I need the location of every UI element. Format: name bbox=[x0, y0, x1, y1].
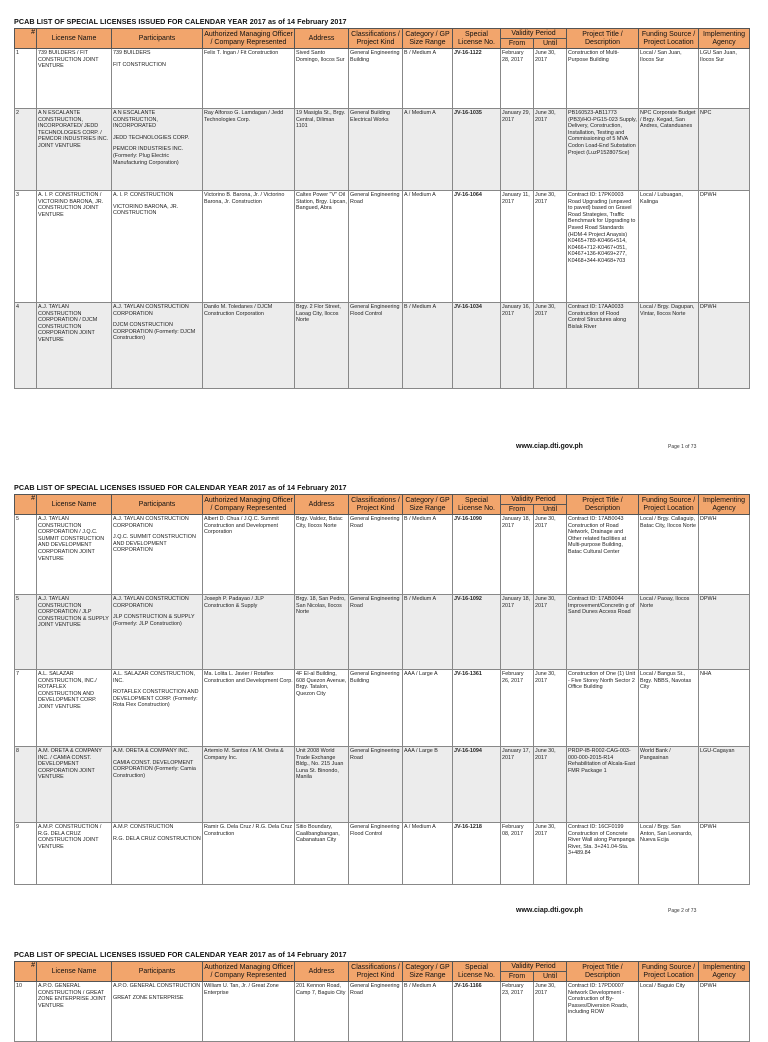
participant: JLP CONSTRUCTION & SUPPLY (Formerly: JLP Construction) bbox=[113, 614, 195, 627]
valid-from: February 28, 2017 bbox=[501, 49, 534, 109]
row-num: 10 bbox=[15, 982, 37, 1042]
valid-from: January 11, 2017 bbox=[501, 191, 534, 303]
implementing-agency: DPWH bbox=[699, 595, 750, 670]
implementing-agency: DPWH bbox=[699, 303, 750, 389]
officer: Danilo M. Toledanes / DJCM Construction Corporation bbox=[203, 303, 295, 389]
classification: General Engineering Building bbox=[349, 49, 403, 109]
officer: Victorino B. Barona, Jr. / Victorino Barona, Jr. Construction bbox=[203, 191, 295, 303]
document-title: PCAB LIST OF SPECIAL LICENSES ISSUED FOR CALENDAR YEAR 2017 as of 14 February 2017 bbox=[14, 950, 347, 959]
classification: General Engineering Road bbox=[349, 515, 403, 595]
participant: VICTORINO BARONA, JR. CONSTRUCTION bbox=[113, 203, 179, 217]
funding-source: Local / Brgy. Callaguip, Batac City, Ilocos Norte bbox=[639, 515, 699, 595]
license-name: A.M.P. CONSTRUCTION / R.G. DELA CRUZ CONSTRUCTION JOINT VENTURE bbox=[37, 823, 112, 885]
row-num: 2 bbox=[15, 109, 37, 191]
valid-until: June 30, 2017 bbox=[534, 515, 567, 595]
funding-source: Local / Brgy. Dagupan, Vintar, Ilocos Norte bbox=[639, 303, 699, 389]
address: Brgy. 2 Flor Street, Laoag City, Ilocos Norte bbox=[295, 303, 349, 389]
license-number: JV-16-1361 bbox=[453, 670, 501, 747]
header-classifications: Classifications / Project Kind bbox=[349, 495, 403, 515]
header-classifications: Classifications / Project Kind bbox=[349, 962, 403, 982]
license-name: A. I. P. CONSTRUCTION / VICTORINO BARONA, JR. CONSTRUCTION JOINT VENTURE bbox=[37, 191, 112, 303]
participant: JEDD TECHNOLOGIES CORP. bbox=[113, 134, 190, 141]
funding-source: Local / Lubuagan, Kalinga bbox=[639, 191, 699, 303]
project-title: Contract ID: 16CF0199 Construction of Concrete River Wall along Pampanga River, Sta. 3+241.04-Sta. 3+489.84 bbox=[567, 823, 639, 885]
license-number: JV-16-1034 bbox=[453, 303, 501, 389]
header-classifications: Classifications / Project Kind bbox=[349, 29, 403, 49]
valid-until: June 30, 2017 bbox=[534, 823, 567, 885]
header-category: Category / GP Size Range bbox=[403, 495, 453, 515]
row-num: 5 bbox=[15, 595, 37, 670]
header-funding-source: Funding Source / Project Location bbox=[639, 962, 699, 982]
row-num: 3 bbox=[15, 191, 37, 303]
header-implementing-agency: Implementing Agency bbox=[699, 495, 750, 515]
license-name: A.L. SALAZAR CONSTRUCTION, INC./ ROTAFLEX CONSTRUCTION AND DEVELOPMENT CORP. JOINT VENTURE bbox=[37, 670, 112, 747]
header-implementing-agency: Implementing Agency bbox=[699, 29, 750, 49]
classification: General Engineering Road bbox=[349, 982, 403, 1042]
table-row bbox=[15, 982, 750, 1042]
classification: General Building Electrical Works bbox=[349, 109, 403, 191]
header-until: Until bbox=[534, 39, 567, 49]
project-title: Contract ID: 17AA0033 Construction of Flood Control Structures along Bislak River bbox=[567, 303, 639, 389]
header-officer: Authorized Managing Officer / Company Represented bbox=[203, 495, 295, 515]
funding-source: Local / Baguio City bbox=[639, 982, 699, 1042]
header-validity: Validity Period bbox=[501, 29, 567, 39]
project-title: Contract ID: 17AB0044 Improvement/Concretin g of Sand Dunes Access Road bbox=[567, 595, 639, 670]
valid-until: June 30, 2017 bbox=[534, 595, 567, 670]
classification: General Engineering Road bbox=[349, 595, 403, 670]
license-number: JV-16-1122 bbox=[453, 49, 501, 109]
document-title: PCAB LIST OF SPECIAL LICENSES ISSUED FOR CALENDAR YEAR 2017 as of 14 February 2017 bbox=[14, 17, 347, 26]
category: B / Medium A bbox=[403, 49, 453, 109]
header-category: Category / GP Size Range bbox=[403, 962, 453, 982]
header-category: Category / GP Size Range bbox=[403, 29, 453, 49]
participant: ROTAFLEX CONSTRUCTION AND DEVELOPMENT CORP. (Formerly: Rota Flex Construction) bbox=[113, 689, 199, 709]
license-name: A N ESCALANTE CONSTRUCTION, INCORPORATED/ JEDD TECHNOLOGIES CORP. / PEMCOR INDUSTRIES INC. JOINT VENTURE bbox=[37, 109, 112, 191]
header-until: Until bbox=[534, 972, 567, 982]
officer: Albert D. Chua / J.Q.C. Summit Construction and Development Corporation bbox=[203, 515, 295, 595]
address: Sived Santo Domingo, Ilocos Sur bbox=[295, 49, 349, 109]
address: Sitio Boundary, Caalibangbangan, Cabanatuan City bbox=[295, 823, 349, 885]
table-header bbox=[15, 962, 750, 982]
header-from: From bbox=[501, 39, 534, 49]
header-address: Address bbox=[295, 29, 349, 49]
classification: General Engineering Building bbox=[349, 670, 403, 747]
header-num: # bbox=[15, 495, 37, 515]
header-validity: Validity Period bbox=[501, 495, 567, 505]
license-number: JV-16-1166 bbox=[453, 982, 501, 1042]
implementing-agency: NPC bbox=[699, 109, 750, 191]
participant: A.M. ORETA & COMPANY INC. bbox=[113, 748, 190, 754]
participant: A.L. SALAZAR CONSTRUCTION, INC. bbox=[113, 671, 196, 684]
header-implementing-agency: Implementing Agency bbox=[699, 962, 750, 982]
document-title: PCAB LIST OF SPECIAL LICENSES ISSUED FOR CALENDAR YEAR 2017 as of 14 February 2017 bbox=[14, 483, 347, 492]
participant: A.M.P. CONSTRUCTION bbox=[113, 824, 174, 830]
category: B / Medium A bbox=[403, 303, 453, 389]
implementing-agency: DPWH bbox=[699, 515, 750, 595]
valid-until: June 30, 2017 bbox=[534, 191, 567, 303]
page-number: Page 1 of 73 bbox=[668, 444, 697, 450]
valid-from: February 26, 2017 bbox=[501, 670, 534, 747]
address: 201 Kennon Road, Camp 7, Baguio City bbox=[295, 982, 349, 1042]
header-project-title: Project Title / Description bbox=[567, 29, 639, 49]
header-from: From bbox=[501, 505, 534, 515]
address: 19 Masigla St., Brgy. Central, Diliman 1101 bbox=[295, 109, 349, 191]
category: A / Medium A bbox=[403, 191, 453, 303]
header-special-license: Special License No. bbox=[453, 495, 501, 515]
row-num: 1 bbox=[15, 49, 37, 109]
implementing-agency: NHA bbox=[699, 670, 750, 747]
category: AAA / Large B bbox=[403, 747, 453, 823]
funding-source: Local / San Juan, Ilocos Sur bbox=[639, 49, 699, 109]
classification: General Engineering Flood Control bbox=[349, 823, 403, 885]
participant: 739 BUILDERS bbox=[113, 50, 151, 56]
participant: A.J. TAYLAN CONSTRUCTION CORPORATION bbox=[113, 304, 189, 317]
category: A / Medium A bbox=[403, 109, 453, 191]
valid-from: January 18, 2017 bbox=[501, 595, 534, 670]
license-name: A.P.O. GENERAL CONSTRUCTION / GREAT ZONE ENTERPRISE JOINT VENTURE bbox=[37, 982, 112, 1042]
category: B / Medium A bbox=[403, 515, 453, 595]
address: Brgy. 18, San Pedro, San Nicolas, Ilocos Norte bbox=[295, 595, 349, 670]
participant: A.P.O. GENERAL CONSTRUCTION bbox=[113, 983, 201, 989]
header-license-name: License Name bbox=[37, 29, 112, 49]
license-name: A.J. TAYLAN CONSTRUCTION CORPORATION / JLP CONSTRUCTION & SUPPLY JOINT VENTURE bbox=[37, 595, 112, 670]
address: 4F El-al Building, 608 Quezon Avenue, Brgy. Tatalon, Quezon City bbox=[295, 670, 349, 747]
header-until: Until bbox=[534, 505, 567, 515]
participant: CAMIA CONST. DEVELOPMENT CORPORATION (Formerly: Camia Construction) bbox=[113, 759, 196, 779]
header-special-license: Special License No. bbox=[453, 29, 501, 49]
footer-url[interactable]: www.ciap.dti.gov.ph bbox=[516, 443, 583, 450]
classification: General Engineering Road bbox=[349, 747, 403, 823]
implementing-agency: DPWH bbox=[699, 982, 750, 1042]
implementing-agency: LGU-Cagayan bbox=[699, 747, 750, 823]
valid-from: January 16, 2017 bbox=[501, 303, 534, 389]
page-number: Page 2 of 73 bbox=[668, 908, 697, 914]
row-num: 7 bbox=[15, 670, 37, 747]
license-number: JV-16-1064 bbox=[453, 191, 501, 303]
project-title: Construction of Multi-Purpose Building bbox=[567, 49, 639, 109]
header-funding-source: Funding Source / Project Location bbox=[639, 495, 699, 515]
funding-source: World Bank / Pangasinan bbox=[639, 747, 699, 823]
valid-until: June 30, 2017 bbox=[534, 982, 567, 1042]
officer: Ma. Lolita L. Javier / Rotaflex Construction and Development Corp. bbox=[203, 670, 295, 747]
header-officer: Authorized Managing Officer / Company Represented bbox=[203, 962, 295, 982]
header-num: # bbox=[15, 29, 37, 49]
participant: DJCM CONSTRUCTION CORPORATION (Formerly: DJCM Construction) bbox=[113, 322, 196, 342]
row-num: 8 bbox=[15, 747, 37, 823]
funding-source: NPC Corporate Budget / Brgy. Kegad, San Andres, Catanduanes bbox=[639, 109, 699, 191]
row-num: 5 bbox=[15, 515, 37, 595]
funding-source: Local / Paoay, Ilocos Norte bbox=[639, 595, 699, 670]
officer: Ray Alfonso G. Lamdagan / Jedd Technologies Corp. bbox=[203, 109, 295, 191]
implementing-agency: LGU San Juan, Ilocos Sur bbox=[699, 49, 750, 109]
classification: General Engineering Road bbox=[349, 191, 403, 303]
header-num: # bbox=[15, 962, 37, 982]
row-num: 4 bbox=[15, 303, 37, 389]
project-title: Contract ID: 17AB0043 Construction of Road Network, Drainage and Other related facilities at Multi-purpose Building, Batac Cultural Center bbox=[567, 515, 639, 595]
valid-from: February 08, 2017 bbox=[501, 823, 534, 885]
license-name: A.J. TAYLAN CONSTRUCTION CORPORATION / J.Q.C. SUMMIT CONSTRUCTION AND DEVELOPMENT CORPORATION JOINT VENTURE bbox=[37, 515, 112, 595]
participant: FIT CONSTRUCTION bbox=[113, 61, 166, 68]
participant: J.Q.C. SUMMIT CONSTRUCTION AND DEVELOPMENT CORPORATION bbox=[113, 534, 196, 554]
header-validity: Validity Period bbox=[501, 962, 567, 972]
officer: Joseph P. Padayao / JLP Construction & Supply bbox=[203, 595, 295, 670]
officer: Felix T. Ingan / Fit Construction bbox=[203, 49, 295, 109]
category: A / Medium A bbox=[403, 823, 453, 885]
license-number: JV-16-1092 bbox=[453, 595, 501, 670]
officer: William U. Tan, Jr. / Great Zone Enterprise bbox=[203, 982, 295, 1042]
valid-until: June 30, 2017 bbox=[534, 303, 567, 389]
valid-from: January 29, 2017 bbox=[501, 109, 534, 191]
header-address: Address bbox=[295, 962, 349, 982]
footer-url[interactable]: www.ciap.dti.gov.ph bbox=[516, 907, 583, 914]
header-license-name: License Name bbox=[37, 495, 112, 515]
project-title: Contract ID: 17PD0007 Network Development - Construction of By-Passes/Diversion Roads, including ROW bbox=[567, 982, 639, 1042]
header-from: From bbox=[501, 972, 534, 982]
valid-until: June 30, 2017 bbox=[534, 109, 567, 191]
address: Unit 2008 World Trade Exchange Bldg., No. 215 Juan Luna St. Binondo, Manila bbox=[295, 747, 349, 823]
implementing-agency: DPWH bbox=[699, 191, 750, 303]
address: Brgy. Valdez, Batac City, Ilocos Norte bbox=[295, 515, 349, 595]
license-name: A.M. ORETA & COMPANY INC. / CAMIA CONST. DEVELOPMENT CORPORATION JOINT VENTURE bbox=[37, 747, 112, 823]
project-title: Construction of One (1) Unit - Five Storey North Sector 2 Office Building bbox=[567, 670, 639, 747]
valid-until: June 30, 2017 bbox=[534, 747, 567, 823]
header-special-license: Special License No. bbox=[453, 962, 501, 982]
participant: A. I. P. CONSTRUCTION bbox=[113, 192, 174, 198]
classification: General Engineering Flood Control bbox=[349, 303, 403, 389]
header-officer: Authorized Managing Officer / Company Represented bbox=[203, 29, 295, 49]
participant: PEMCOR INDUSTRIES INC. (Formerly: Plug Electric Manufacturing Corporation) bbox=[113, 146, 184, 166]
participants bbox=[112, 982, 203, 1042]
implementing-agency: DPWH bbox=[699, 823, 750, 885]
license-number: JV-16-1035 bbox=[453, 109, 501, 191]
header-funding-source: Funding Source / Project Location bbox=[639, 29, 699, 49]
category: AAA / Large A bbox=[403, 670, 453, 747]
header-participants: Participants bbox=[112, 495, 203, 515]
header-participants: Participants bbox=[112, 962, 203, 982]
address: Caltex Power "V" Oil Station, Brgy. Lipcan, Bangued, Abra bbox=[295, 191, 349, 303]
participant: A.J. TAYLAN CONSTRUCTION CORPORATION bbox=[113, 516, 189, 529]
participant: GREAT ZONE ENTERPRISE bbox=[113, 994, 184, 1001]
valid-from: January 17, 2017 bbox=[501, 747, 534, 823]
officer: Artemio M. Santos / A.M. Oreta & Company Inc. bbox=[203, 747, 295, 823]
license-number: JV-16-1090 bbox=[453, 515, 501, 595]
category: B / Medium A bbox=[403, 982, 453, 1042]
row-num: 9 bbox=[15, 823, 37, 885]
valid-until: June 30, 2017 bbox=[534, 670, 567, 747]
header-license-name: License Name bbox=[37, 962, 112, 982]
header-participants: Participants bbox=[112, 29, 203, 49]
license-name: 739 BUILDERS / FIT CONSTRUCTION JOINT VENTURE bbox=[37, 49, 112, 109]
participant: R.G. DELA CRUZ CONSTRUCTION bbox=[113, 835, 201, 842]
participant: A.J. TAYLAN CONSTRUCTION CORPORATION bbox=[113, 596, 189, 609]
header-project-title: Project Title / Description bbox=[567, 962, 639, 982]
header-address: Address bbox=[295, 495, 349, 515]
category: B / Medium A bbox=[403, 595, 453, 670]
project-title: PRDP-IB-R002-CAG-003-000-000-2015-R14 Rehabilitation of Alcala-East FMR Package 1 bbox=[567, 747, 639, 823]
header-project-title: Project Title / Description bbox=[567, 495, 639, 515]
participant: A N ESCALANTE CONSTRUCTION, INCORPORATED bbox=[113, 110, 158, 130]
officer: Ramir G. Dela Cruz / R.G. Dela Cruz Construction bbox=[203, 823, 295, 885]
project-title: PB160523-AB11773 (PB3)/HO-PG15-023 Supply, Delivery, Construction, Installation, Testing and Commissioning of 5 MVA Codon Load-End Substation Project (LuzP152807Sce) bbox=[567, 109, 639, 191]
valid-until: June 30, 2017 bbox=[534, 49, 567, 109]
funding-source: Local / Bangus St., Brgy. NBBS, Navotas City bbox=[639, 670, 699, 747]
license-number: JV-16-1218 bbox=[453, 823, 501, 885]
project-title: Contract ID: 17PK0003 Road Upgrading (unpaved to paved) based on Gravel Road Strategies, Traffic Benchmark for Upgrading to Paved Road Standards (HDM-4 Project Anaysis) K0465+789-K0466+514, K0466+712-K0467+051, K0467+136-K0469+277, K0468+344-K0468+703 bbox=[567, 191, 639, 303]
license-name: A.J. TAYLAN CONSTRUCTION CORPORATION / DJCM CONSTRUCTION CORPORATION JOINT VENTURE bbox=[37, 303, 112, 389]
licenses-table bbox=[14, 961, 750, 1042]
license-number: JV-16-1094 bbox=[453, 747, 501, 823]
funding-source: Local / Brgy. San Anton, San Leonardo, Nueva Ecija bbox=[639, 823, 699, 885]
valid-from: January 18, 2017 bbox=[501, 515, 534, 595]
valid-from: February 23, 2017 bbox=[501, 982, 534, 1042]
